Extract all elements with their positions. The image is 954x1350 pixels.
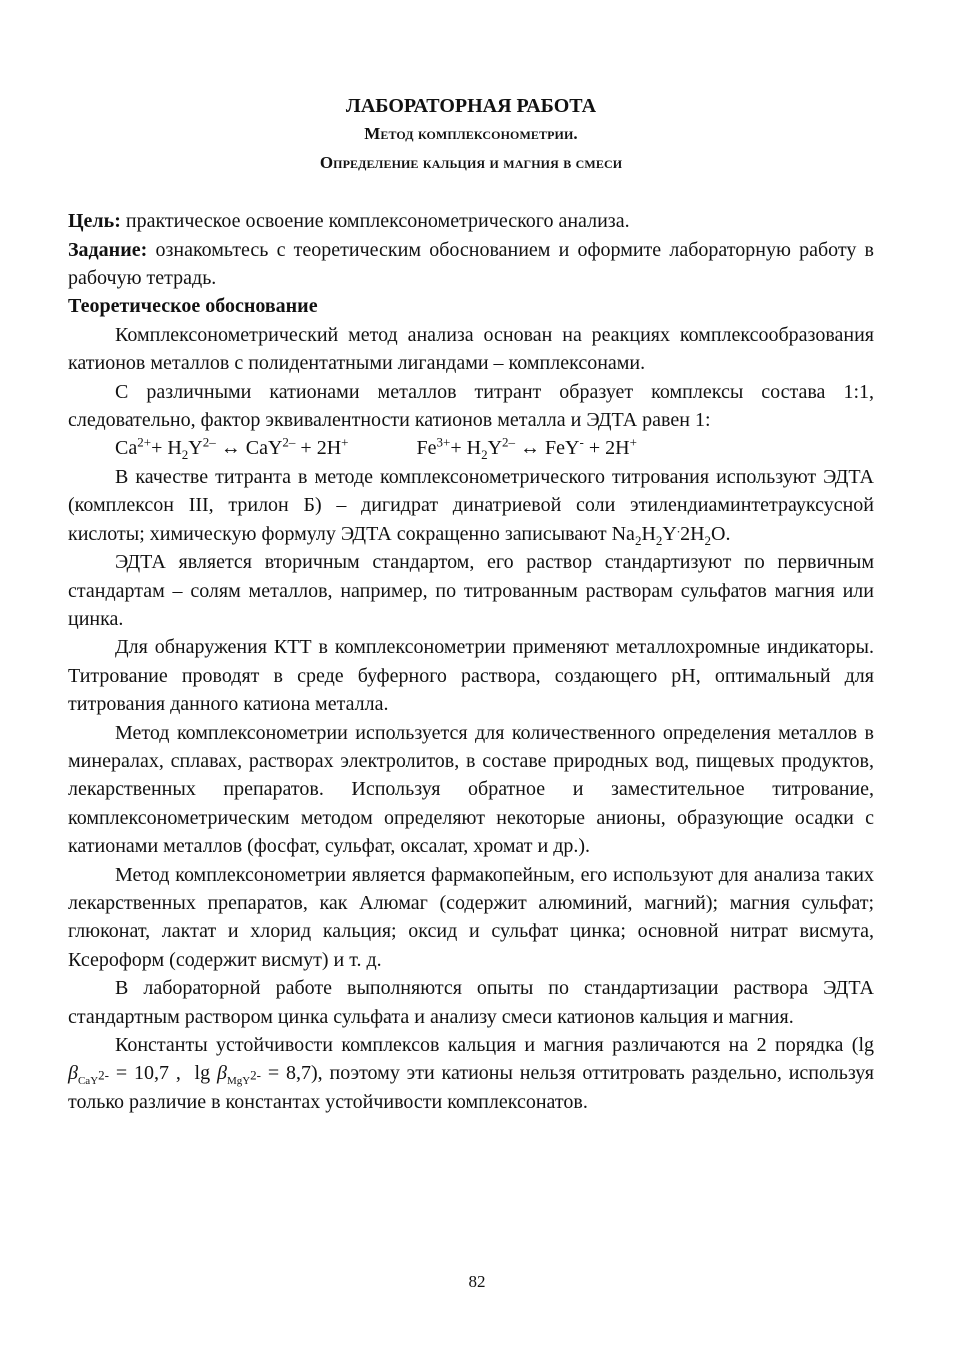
task-text: ознакомьтесь с теоретическим обоснованием и оформите лабораторную работу в рабочую тетрадь.: [68, 238, 874, 290]
task-label: Задание:: [68, 238, 148, 261]
paragraph-7: Метод комплексонометрии является фармакопейным, его используют для анализа таких лекарственных препаратов, как Алюмаг (содержит алюминий, магний); магния сульфат; глюконат, лактат и хлорид кальция; оксид и сульфат цинка; основной нитрат висмута, Ксероформ (содержит висмут) и т. д.: [68, 863, 874, 971]
reaction-equations: [68, 434, 874, 462]
iron-reaction: $Fe^{3+}+ H_2Y^{2-}$ ↔ FeY- + 2H+: [416, 434, 637, 463]
task-paragraph: [68, 236, 874, 293]
paragraph-5: Для обнаружения КТТ в комплексонометрии применяют металлохромные индикаторы. Титрование проводят в среде буферного раствора, создающего pH, оптимальный для титрования данного катиона металла.: [68, 636, 874, 716]
theory-heading: Теоретическое обоснование: [68, 295, 318, 318]
paragraph-6: Метод комплексонометрии используется для количественного определения металлов в минералах, сплавах, растворах электролитов, в составе природных вод, пищевых продуктов, лекарственных препаратов. Используя обратное и заместительное титрование, комплексонометрическим методом определяют некоторые анионы, образующие осадки с катионами металлов (фосфат, сульфат, оксалат, хромат и др.).: [68, 721, 874, 858]
goal-paragraph: [68, 207, 874, 235]
paragraph-8: В лабораторной работе выполняются опыты по стандартизации раствора ЭДТА стандартным раствором цинка сульфата и анализу смеси катионов кальция и магния.: [68, 977, 874, 1028]
goal-label: Цель:: [68, 210, 121, 233]
lab-subtitle-method: Метод комплексонометрии.: [364, 124, 578, 144]
lab-title: ЛАБОРАТОРНАЯ РАБОТА: [345, 95, 597, 117]
paragraph-4: ЭДТА является вторичным стандартом, его раствор стандартизуют по первичным стандартам – солям металлов, например, по титрованным растворам сульфатов магния или цинка.: [68, 551, 874, 630]
stability-constants-formula: $\lg \beta_{CaY^{2-}} = 10,7$ , $\lg \beta_{MgY^{2-}} = 8,7$: [68, 1034, 874, 1088]
paragraph-1: Комплексонометрический метод анализа основан на реакциях комплексообразования катионов металлов с полидентатными лигандами – комплексонами.: [68, 323, 874, 375]
paragraph-2: С различными катионами металлов титрант образует комплексы состава 1:1, следовательно, фактор эквивалентности катионов металла и ЭДТА равен 1:: [68, 380, 874, 432]
edta-formula: $Na_2H_2Y^.2H_2O$.: [611, 520, 731, 548]
page-number: 82: [468, 1272, 486, 1291]
document-page: [68, 88, 874, 1116]
paragraph-3: В качестве титранта в методе комплексонометрического титрования используют ЭДТА (комплексон III, трилон Б) – дигидрат динатриевой соли этилендиаминтетрауксусной кислоты; химическую формулу ЭДТА сокращенно записывают $Na_2H_2Y^.2H_2O$.: [68, 465, 874, 548]
lab-subtitle-determination: Определение кальция и магния в смеси: [319, 152, 623, 172]
paragraph-9: Константы устойчивости комплексов кальция и магния различаются на 2 порядка (lg $\beta_{CaY^{2-}} = 10,7$ , $\lg \beta_{MgY^{2-}} = 8,7$), поэтому эти катионы нельзя оттитровать раздельно, используя только различие в константах устойчивости комплексонатов.: [68, 1034, 874, 1113]
goal-text: практическое освоение комплексонометрического анализа.: [120, 210, 630, 233]
calcium-reaction: $Ca^{2+}+ H_2Y^{2-}$ ↔ CaY$^{2-}$ + 2H+: [115, 434, 349, 463]
